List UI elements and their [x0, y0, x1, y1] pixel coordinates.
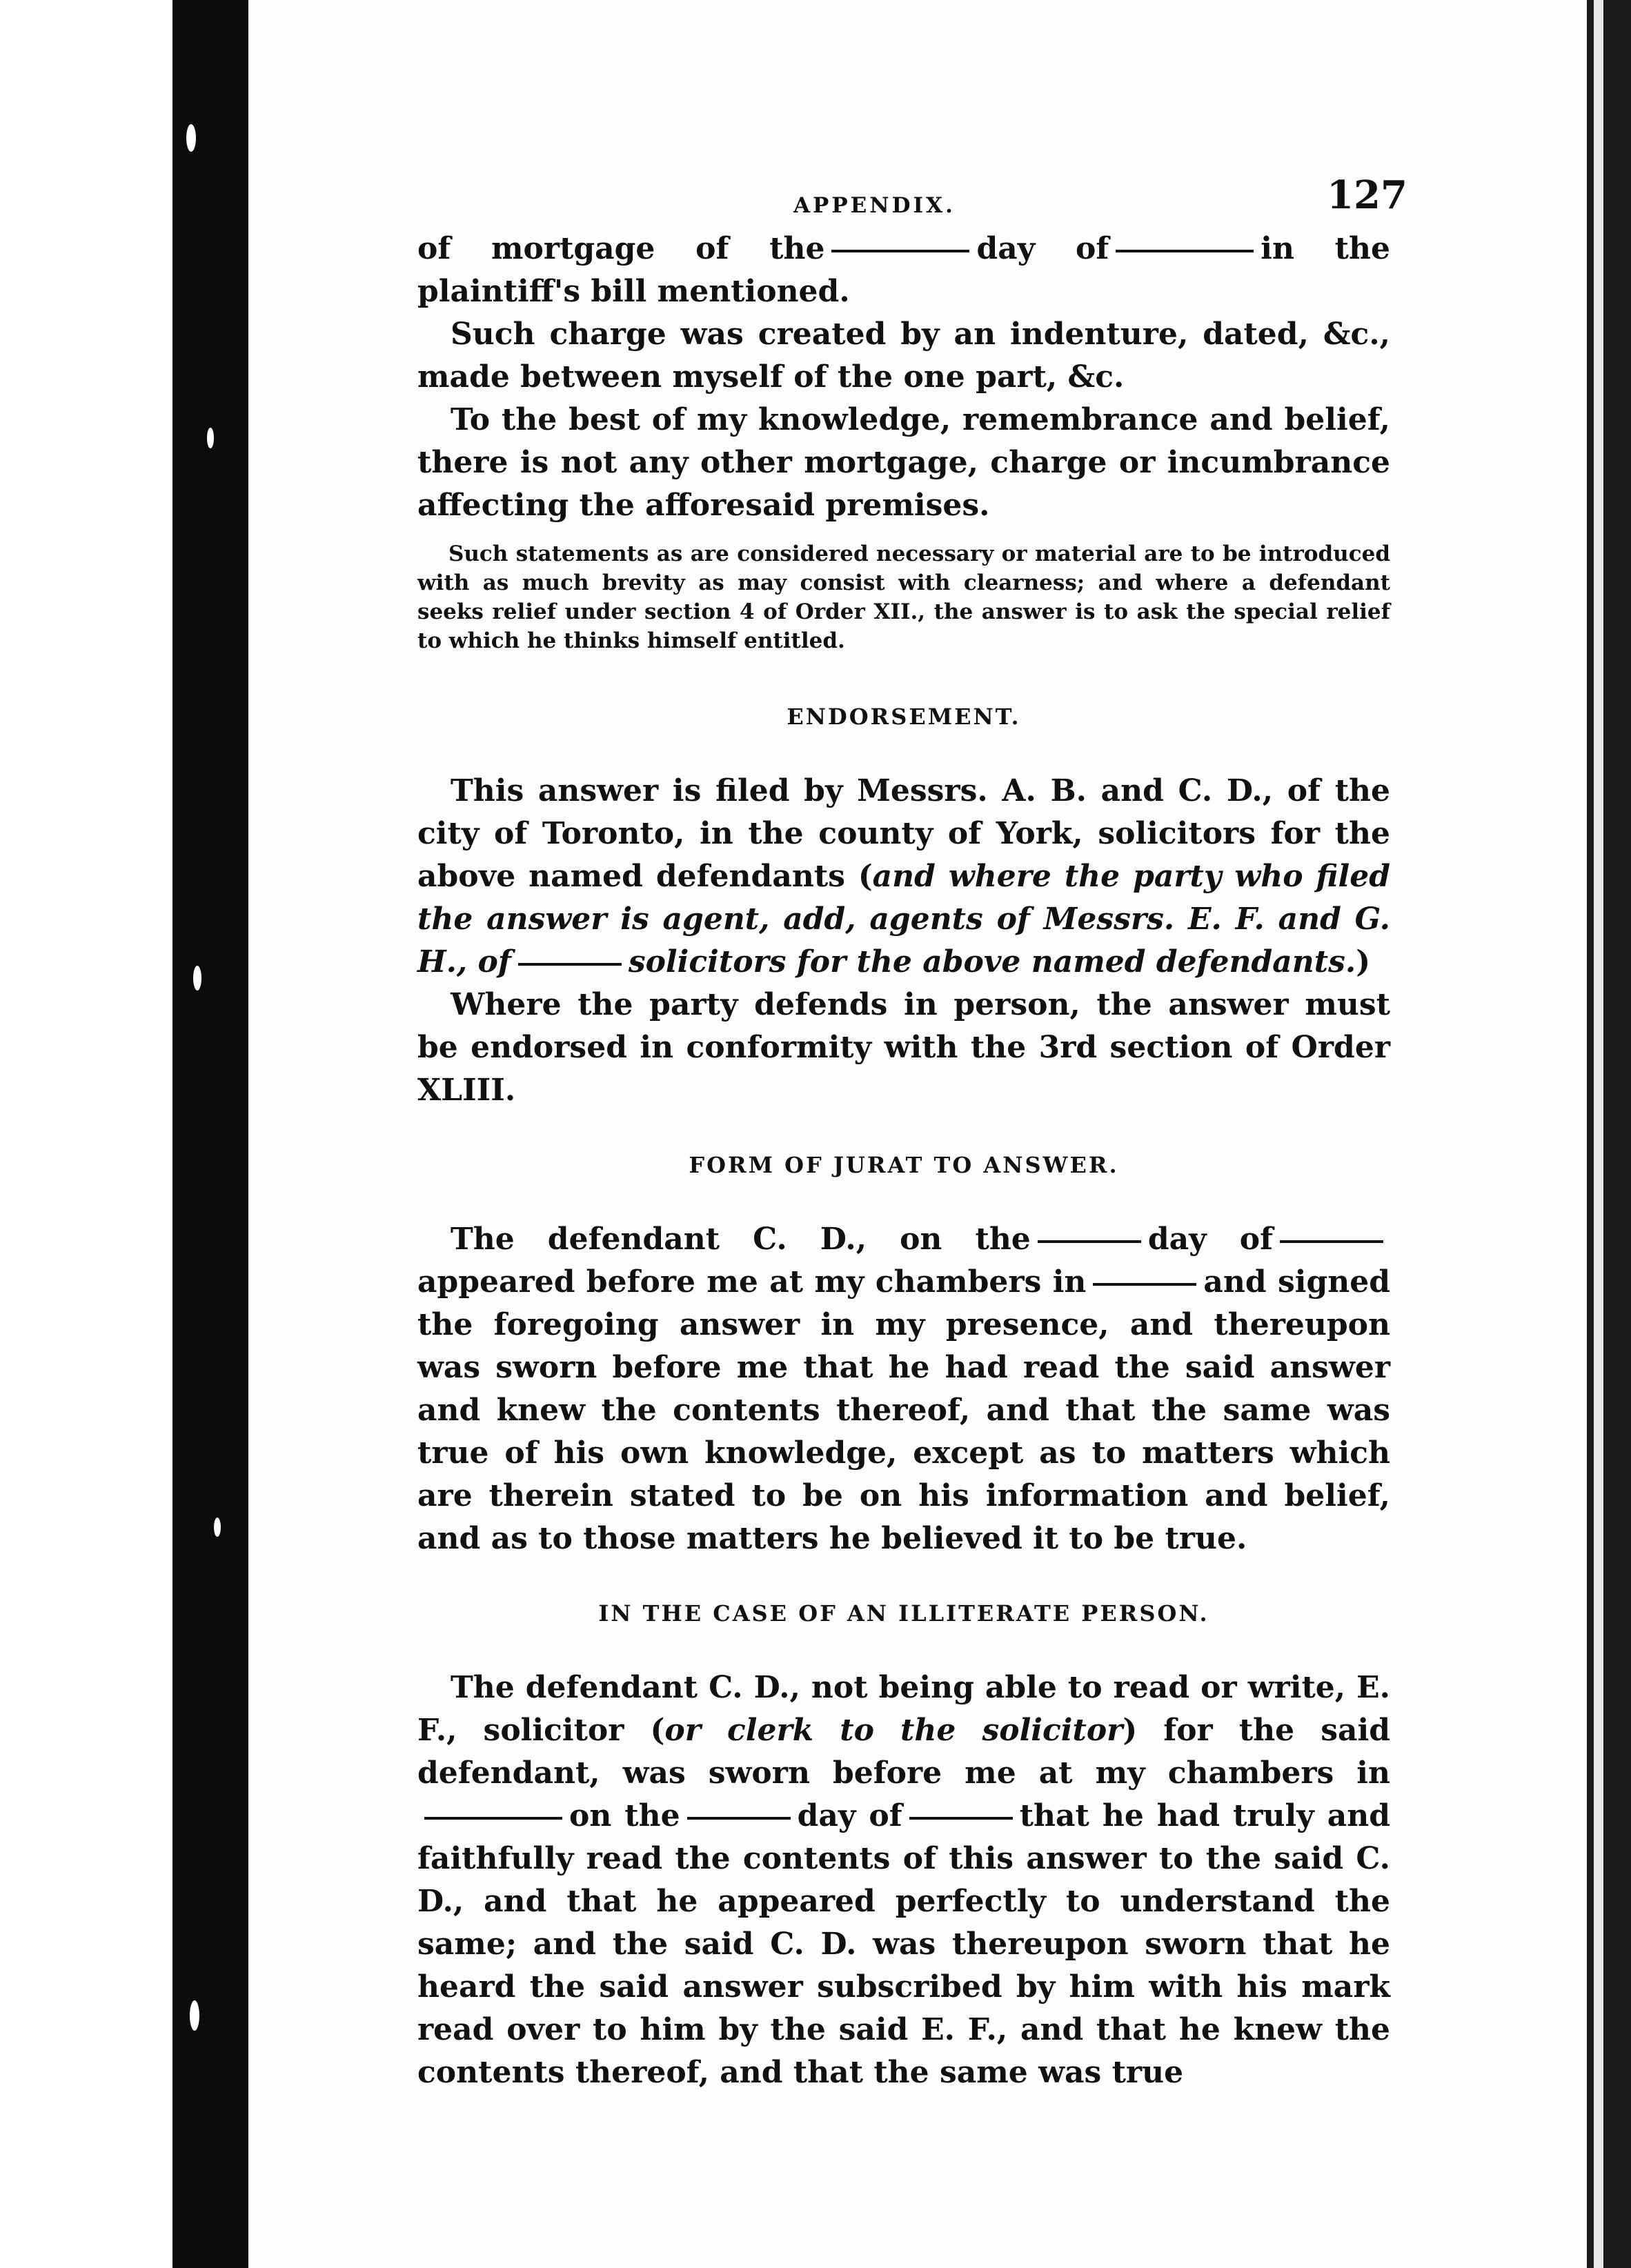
text-fragment: on the [569, 1798, 680, 1833]
text-fragment: The defendant C. D., not being able to read or write, E. F., solicitor ( [417, 1670, 1390, 1748]
paragraph-illiterate [417, 1667, 1390, 2094]
italic-fragment: or clerk to the solicitor [664, 1713, 1123, 1748]
paragraph-endorsement [417, 770, 1390, 984]
italic-fragment: and where the party who filed the answer is agent, add, agents of Messrs. E. F. and G. H., of [417, 859, 1390, 979]
instruction-note: Such statements as are considered necessary or material are to be introduced with as much brevity as may consist with clearness; and where a defendant seeks relief under section 4 of Order XII., the answer is to ask the special relief to which he thinks himself entitled. [417, 541, 1390, 653]
gutter-speck [193, 966, 201, 991]
paragraph-defends-in-person: Where the party defends in person, the answer must be endorsed in conformity with the 3rd section of Order XLIII. [417, 987, 1390, 1108]
blank-line [518, 963, 622, 966]
text-fragment: day of [976, 231, 1109, 266]
text-fragment: day of [797, 1798, 902, 1833]
facing-page-edge [0, 0, 172, 2268]
italic-fragment: solicitors for the above named defendants. [628, 944, 1356, 979]
text-fragment: of mortgage of the [417, 231, 825, 266]
page-number: 127 [1327, 172, 1407, 218]
gutter-speck [186, 124, 196, 152]
text-fragment: appeared before me at my chambers in [417, 1264, 1087, 1300]
blank-line [1280, 1240, 1383, 1243]
text-fragment: The defendant C. D., on the [451, 1222, 1031, 1257]
gutter-speck [207, 428, 214, 448]
gutter-speck [214, 1518, 221, 1537]
text-fragment: day of [1147, 1222, 1274, 1257]
paragraph-charge: Such charge was created by an indenture, dated, &c., made between myself of the one part, &c. [417, 317, 1390, 395]
book-page [248, 0, 1587, 2268]
text-fragment: This answer is filed by Messrs. A. B. and C. D., of the city of Toronto, in the county of York, solicitors for the above named defendants ( [417, 773, 1390, 894]
gutter-speck [190, 2000, 199, 2031]
text-fragment: that he had truly and faithfully read the contents of this answer to the said C. D., and that he appeared perfectly to understand the same; and the said C. D. was thereupon sworn that he heard the said answer subscribed by him with his mark read over to him by the said E. F., and that he knew the contents thereof, and that the same was true [417, 1798, 1391, 2090]
blank-line [831, 250, 969, 252]
right-page-edge-line [1594, 0, 1603, 2268]
text-fragment: ) for the said defendant, was sworn before me at my chambers in [417, 1713, 1390, 1791]
section-heading-endorsement: ENDORSEMENT. [787, 704, 1021, 730]
text-fragment: in the plaintiff's bill mentioned. [417, 231, 1390, 309]
blank-line [1116, 250, 1254, 252]
page-content [417, 172, 1407, 2094]
text-fragment: and signed the foregoing answer in my presence, and thereupon was sworn before me that he had read the said answer and knew the contents thereof, and that the same was true of his own knowledge, except as to matters which are therein stated to be on his information and belief, and as to those matters he believed it to be true. [417, 1264, 1390, 1556]
section-heading-illiterate: IN THE CASE OF AN ILLITERATE PERSON. [598, 1600, 1209, 1627]
paragraph-mortgage-continuation [417, 228, 1390, 313]
blank-line [687, 1817, 791, 1820]
blank-line [1093, 1283, 1196, 1286]
binding-gutter [172, 0, 248, 2268]
text-fragment: ) [1356, 944, 1371, 979]
paragraph-jurat [417, 1218, 1390, 1560]
running-head: APPENDIX. [793, 193, 956, 218]
blank-line [909, 1817, 1013, 1820]
blank-line [424, 1817, 562, 1820]
page-header [417, 172, 1407, 228]
blank-line [1038, 1240, 1141, 1243]
section-heading-jurat: FORM OF JURAT TO ANSWER. [689, 1152, 1119, 1178]
paragraph-belief: To the best of my knowledge, remembrance and belief, there is not any other mortgage, charge or incumbrance affecting the afforesaid premises. [417, 402, 1390, 523]
